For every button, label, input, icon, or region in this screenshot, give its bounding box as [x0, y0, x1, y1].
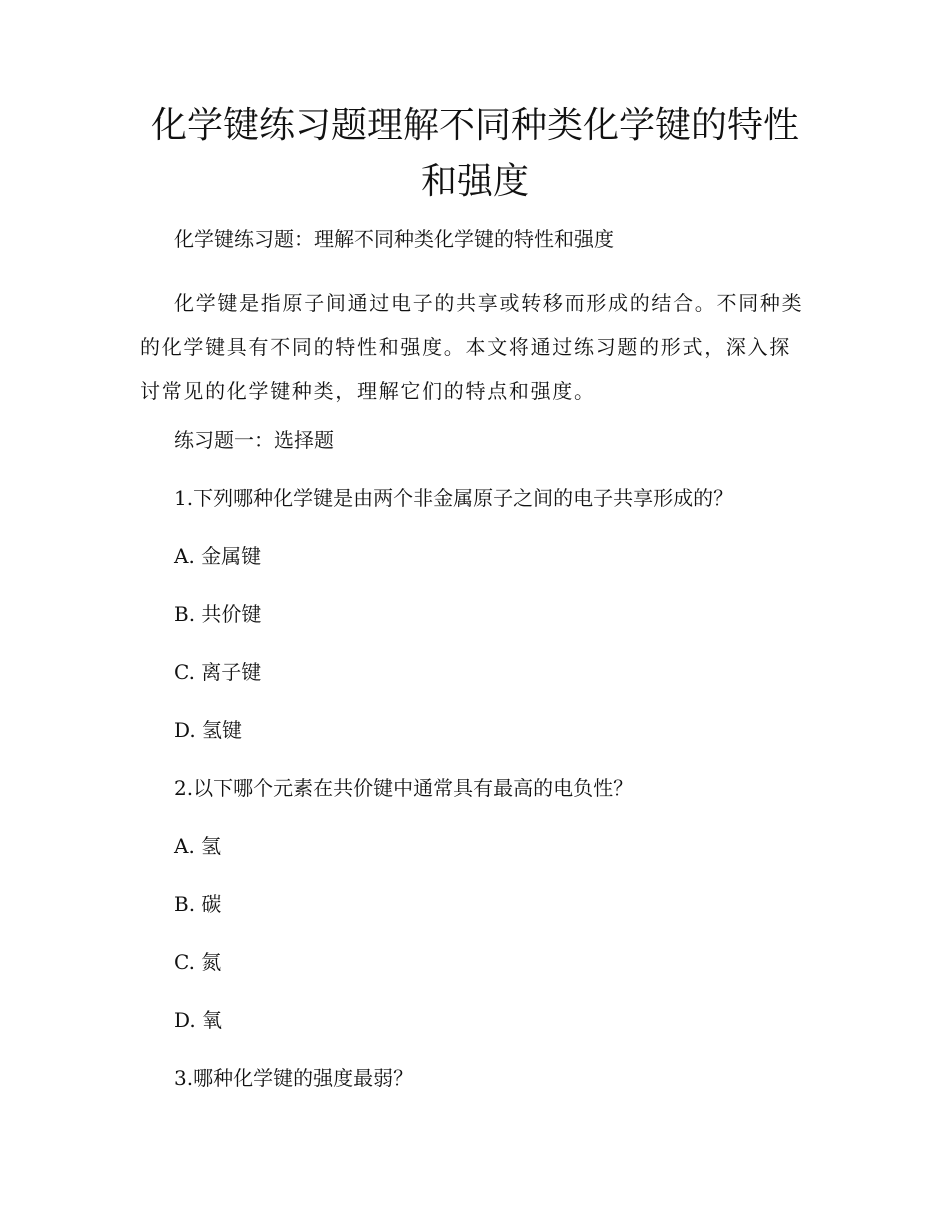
intro-paragraph: 化学键是指原子间通过电子的共享或转移而形成的结合。不同种类的化学键具有不同的特性和强度。本文将通过练习题的形式，深入探讨常见的化学键种类，理解它们的特点和强度。: [140, 291, 804, 403]
question-2-option-b: B. 碳: [174, 892, 222, 916]
question-1-text: 1.下列哪种化学键是由两个非金属原子之间的电子共享形成的？: [174, 486, 734, 510]
question-2-option-d: D. 氧: [174, 1008, 223, 1032]
question-1-option-a: A. 金属键: [174, 544, 262, 568]
section-heading: 练习题一：选择题: [174, 428, 334, 452]
question-1-option-d: D. 氢键: [174, 718, 243, 742]
question-1-option-b: B. 共价键: [174, 602, 262, 626]
question-2-text: 2.以下哪个元素在共价键中通常具有最高的电负性？: [174, 776, 634, 800]
document-subtitle: 化学键练习题：理解不同种类化学键的特性和强度: [174, 227, 614, 251]
question-3-text: 3.哪种化学键的强度最弱？: [174, 1066, 414, 1090]
question-2-option-c: C. 氮: [174, 950, 222, 974]
question-2-option-a: A. 氢: [174, 834, 222, 858]
question-1-option-c: C. 离子键: [174, 660, 262, 684]
document-title: 化学键练习题理解不同种类化学键的特性和强度: [150, 105, 799, 202]
